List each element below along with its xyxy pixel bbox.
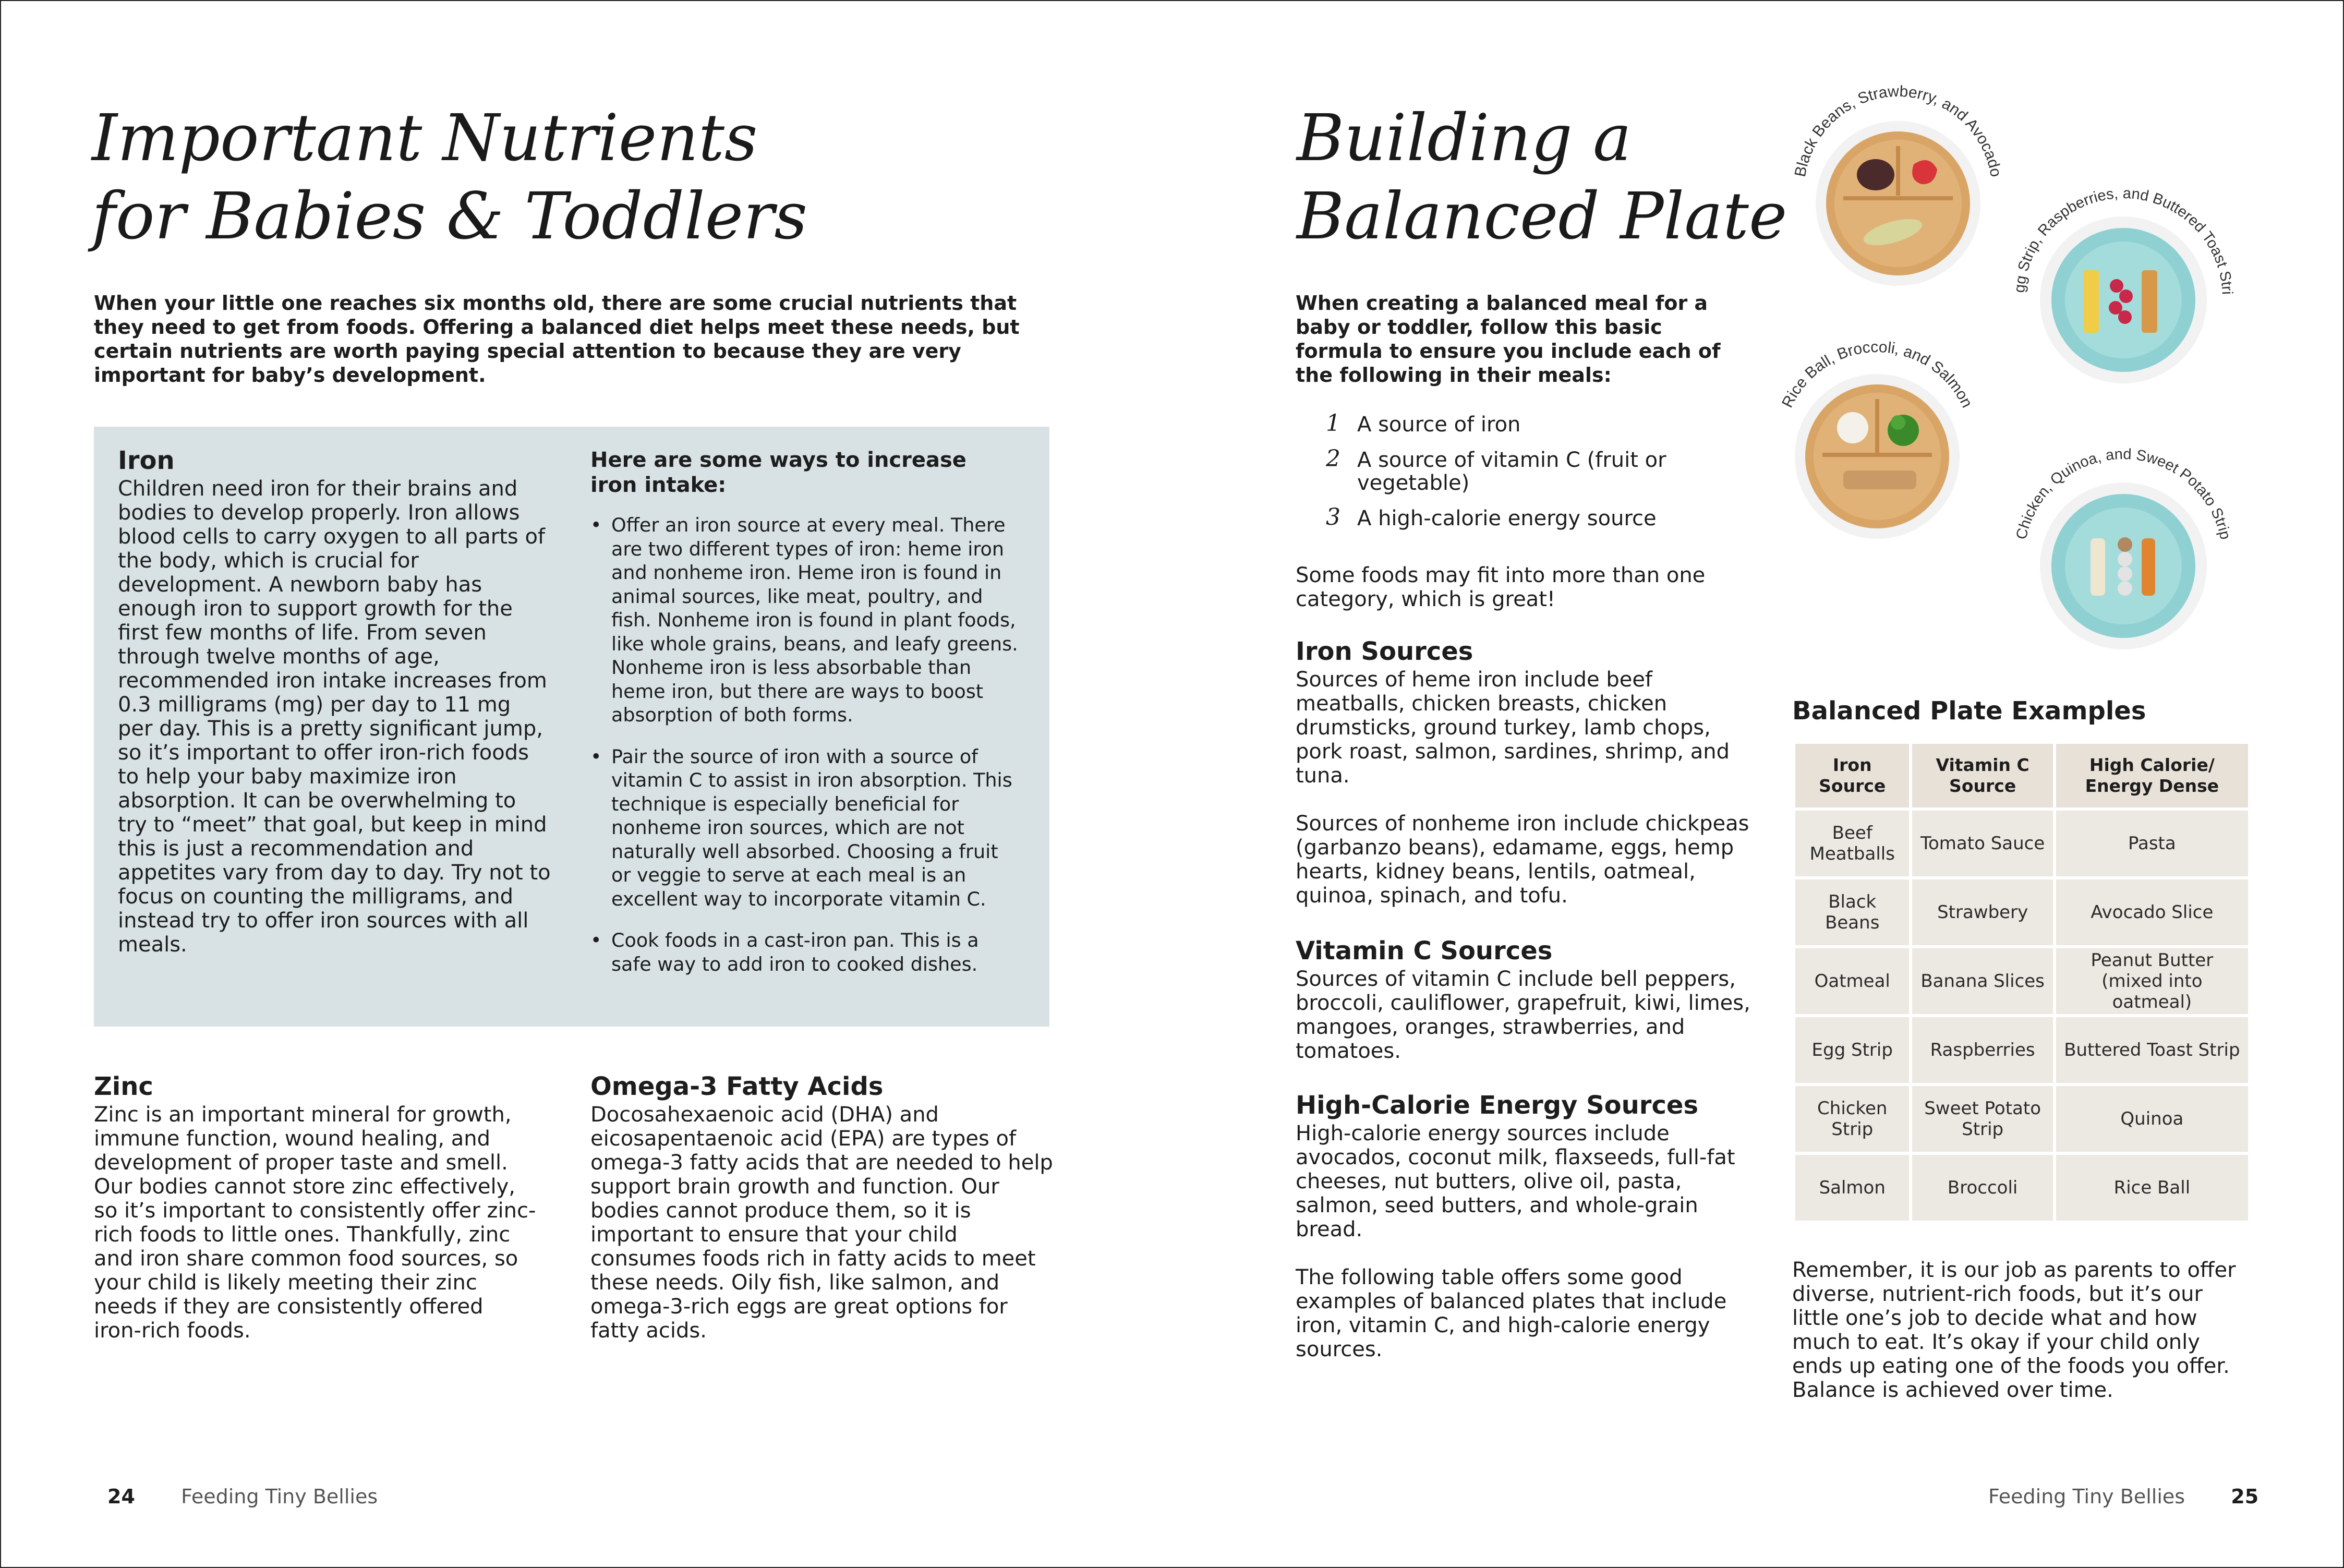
table-cell: Banana Slices — [1912, 948, 2052, 1014]
vitamin-c-body: Sources of vitamin C include bell peppers, broccoli, cauliflower, grapefruit, kiwi, limes, mangoes, oranges, strawberries, and tomatoes. — [1296, 967, 1750, 1063]
plate-photo-rice-ball — [1755, 318, 2000, 563]
formula-text: A high-calorie energy source — [1357, 506, 1657, 530]
table-cell: Strawbery — [1912, 879, 2052, 945]
table-cell: Buttered Toast Strip — [2056, 1017, 2248, 1083]
iron-column — [118, 445, 551, 957]
closing-text: Remember, it is our job as parents to offer diverse, nutrient-rich foods, but it’s our little one’s job to decide what and how much to eat. It’s okay if your child only ends up eating one of the foods you offer. Balance is achieved over time. — [1792, 1258, 2236, 1402]
table-row — [1795, 879, 2248, 945]
left-footer — [107, 1485, 378, 1509]
formula-item — [1296, 504, 1755, 530]
iron-tips-column — [590, 448, 1018, 994]
bullet: • — [590, 514, 602, 536]
table-row — [1795, 948, 2248, 1014]
table-cell: Salmon — [1795, 1155, 1909, 1221]
table-cell: Beef Meatballs — [1795, 811, 1909, 876]
plate-caption: Black Beans, Strawberry, and Avocado — [1791, 82, 2005, 178]
page-number: 25 — [2231, 1485, 2259, 1508]
balanced-plate-formula — [1296, 410, 1755, 542]
formula-number: 1 — [1326, 410, 1340, 437]
formula-number: 2 — [1326, 445, 1340, 472]
plate-graphic — [1775, 68, 2021, 313]
table-cell: Peanut Butter (mixed into oatmeal) — [2056, 948, 2248, 1014]
title-line: Building a — [1297, 101, 1632, 176]
formula-item — [1296, 410, 1755, 437]
title-line: Important Nutrients — [92, 101, 758, 176]
left-intro: When your little one reaches six months old, there are some crucial nutrients that they need to get from foods. Offering a balanced diet helps meet these needs, but certain nutrients are worth paying special attention to because they are very important for baby’s development. — [94, 292, 1020, 387]
plate-photo-chicken — [2001, 417, 2246, 662]
table-row — [1795, 1155, 2248, 1221]
omega-heading: Omega-3 Fatty Acids — [590, 1072, 884, 1101]
heme-iron-text: Sources of heme iron include beef meatballs, chicken breasts, chicken drumsticks, ground turkey, lamb chops, pork roast, salmon, sardines, shrimp, and tuna. — [1296, 668, 1730, 788]
high-calorie-heading: High-Calorie Energy Sources — [1296, 1091, 1699, 1120]
table-title: Balanced Plate Examples — [1792, 696, 2146, 726]
iron-sources-section — [1296, 636, 1755, 908]
plate-photo-egg-strip — [1996, 138, 2246, 396]
plate-graphic — [2001, 417, 2246, 662]
bullet: • — [590, 745, 602, 768]
list-item-text: Offer an iron source at every meal. There are two different types of iron: heme iron and nonheme iron. Heme iron is found in animal sources, like meat, poultry, and fish. Nonheme iron is found in plant foods, like whole grains, beans, and leafy greens. Nonheme iron is less absorbable than heme iron, but there are ways to boost absorption of both forms. — [611, 514, 1018, 726]
high-calorie-body: High-calorie energy sources include avocados, coconut milk, flaxseeds, full-fat cheeses, nut butters, olive oil, pasta, salmon, seed butters, and whole-grain bread. — [1296, 1121, 1735, 1241]
zinc-body: Zinc is an important mineral for growth, immune function, wound healing, and development of proper taste and smell. Our bodies cannot store zinc effectively, so it’s important to consistently offer zinc-rich foods to little ones. Thankfully, zinc and iron share common food sources, so your child is likely meeting their zinc needs if they are consistently offered iron-rich foods. — [94, 1103, 536, 1343]
plate-graphic — [1755, 318, 2000, 563]
book-title: Feeding Tiny Bellies — [1988, 1485, 2185, 1508]
column-header: High Calorie/ Energy Dense — [2056, 744, 2248, 807]
column-header: Vitamin C Source — [1912, 744, 2052, 807]
iron-tips-heading: Here are some ways to increase iron intake: — [590, 448, 966, 497]
plate-graphic — [1996, 138, 2246, 396]
plate-photo-black-beans — [1775, 68, 2021, 313]
table-cell: Chicken Strip — [1795, 1086, 1909, 1152]
iron-tips-list — [590, 513, 1018, 976]
plate-caption: Egg Strip, Raspberries, and Buttered Toast Strip — [1996, 138, 2236, 295]
category-note: Some foods may fit into more than one category, which is great! — [1296, 563, 1706, 611]
table-row — [1795, 1017, 2248, 1083]
zinc-heading: Zinc — [94, 1072, 153, 1101]
omega-section — [590, 1071, 1055, 1343]
vitamin-c-heading: Vitamin C Sources — [1296, 936, 1553, 966]
balanced-plate-table — [1792, 741, 2251, 1224]
omega-body: Docosahexaenoic acid (DHA) and eicosapentaenoic acid (EPA) are types of omega-3 fatty acids that are needed to help support brain growth and function. Our bodies cannot produce them, so it is important to ensure that your child consumes foods rich in fatty acids to meet these needs. Oily fish, like salmon, and omega-3-rich eggs are great options for fatty acids. — [590, 1103, 1053, 1343]
table-cell: Black Beans — [1795, 879, 1909, 945]
formula-number: 3 — [1326, 504, 1340, 530]
title-line: Balanced Plate — [1297, 179, 1787, 254]
iron-section — [94, 427, 1049, 1027]
plate-caption: Chicken, Quinoa, and Sweet Potato Strip — [2013, 445, 2234, 541]
book-title: Feeding Tiny Bellies — [181, 1485, 378, 1508]
table-row — [1795, 811, 2248, 876]
formula-text: A source of vitamin C (fruit or vegetable) — [1357, 448, 1666, 495]
right-intro: When creating a balanced meal for a baby or toddler, follow this basic formula to ensure you include each of the following in their meals: — [1296, 292, 1721, 387]
list-item-text: Pair the source of iron with a source of vitamin C to assist in iron absorption. This technique is especially beneficial for nonheme iron sources, which are not naturally well absorbed. Choosing a fruit or veggie to serve at each meal is an excellent way to incorporate vitamin C. — [611, 745, 1012, 910]
title-line: for Babies & Toddlers — [92, 179, 807, 254]
iron-heading: Iron — [118, 446, 175, 475]
nonheme-iron-text: Sources of nonheme iron include chickpeas (garbanzo beans), edamame, eggs, hemp hearts, kidney beans, lentils, oatmeal, quinoa, spinach, and tofu. — [1296, 812, 1749, 908]
list-item — [590, 745, 1018, 911]
left-page-title — [92, 99, 807, 256]
table-cell: Broccoli — [1912, 1155, 2052, 1221]
vitamin-c-section — [1296, 936, 1755, 1063]
table-cell: Pasta — [2056, 811, 2248, 876]
zinc-section — [94, 1071, 537, 1343]
bullet: • — [590, 929, 602, 951]
right-page-title — [1297, 99, 1787, 256]
list-item — [590, 513, 1018, 727]
list-item — [590, 928, 1018, 976]
iron-sources-heading: Iron Sources — [1296, 637, 1473, 666]
high-calorie-section — [1296, 1090, 1755, 1361]
formula-item — [1296, 445, 1755, 495]
table-row — [1795, 1086, 2248, 1152]
right-footer — [1988, 1485, 2258, 1509]
plate-caption: Rice Ball, Broccoli, and Salmon — [1779, 338, 1976, 411]
iron-body: Children need iron for their brains and bodies to develop properly. Iron allows blood cells to carry oxygen to all parts of the body, which is crucial for development. A newborn baby has enough iron to support growth for the first few months of life. From seven through twelve months of age, recommended iron intake increases from 0.3 milligrams (mg) per day to 11 mg per day. This is a pretty significant jump, so it’s important to offer iron-rich foods to help your baby maximize iron absorption. It can be overwhelming to try to “meet” that goal, but keep in mind this is just a recommendation and appetites vary from day to day. Try not to focus on counting the milligrams, and instead try to offer iron sources with all meals. — [118, 477, 551, 957]
table-cell: Rice Ball — [2056, 1155, 2248, 1221]
table-cell: Avocado Slice — [2056, 879, 2248, 945]
table-cell: Sweet Potato Strip — [1912, 1086, 2052, 1152]
table-cell: Oatmeal — [1795, 948, 1909, 1014]
table-cell: Egg Strip — [1795, 1017, 1909, 1083]
page-number: 24 — [107, 1485, 135, 1508]
formula-text: A source of iron — [1357, 413, 1521, 437]
column-header: Iron Source — [1795, 744, 1909, 807]
table-header-row — [1795, 744, 2248, 807]
list-item-text: Cook foods in a cast-iron pan. This is a safe way to add iron to cooked dishes. — [611, 929, 979, 975]
table-cell: Tomato Sauce — [1912, 811, 2052, 876]
table-cell: Raspberries — [1912, 1017, 2052, 1083]
table-intro-text: The following table offers some good examples of balanced plates that include iron, vitamin C, and high-calorie energy sources. — [1296, 1265, 1727, 1361]
table-cell: Quinoa — [2056, 1086, 2248, 1152]
